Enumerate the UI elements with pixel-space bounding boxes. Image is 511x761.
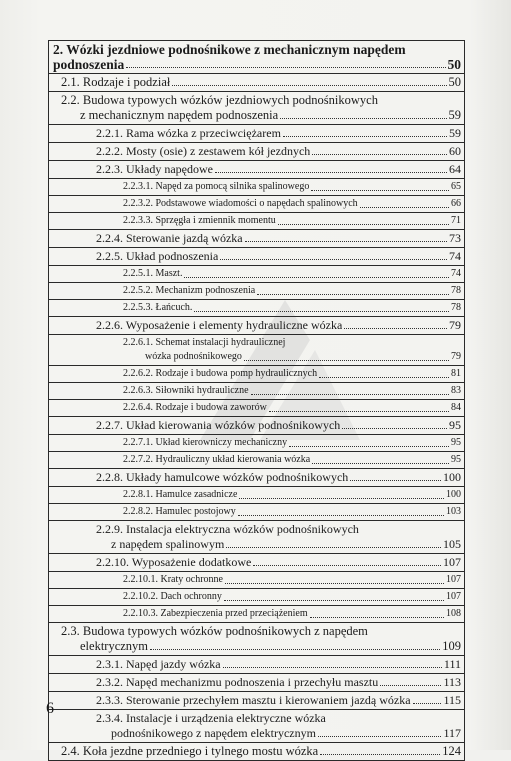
dot-leader (239, 498, 444, 499)
toc-entry-page: 103 (446, 506, 461, 517)
toc-entry-title: 2.2.7.2. Hydrauliczny układ kierowania wózka (123, 454, 311, 465)
toc-entry-title-line2: wózka podnośnikowego (145, 351, 242, 362)
toc-entry-page: 84 (451, 402, 461, 413)
toc-entry-page: 113 (443, 675, 461, 689)
toc-entry (48, 213, 465, 230)
toc-entry (48, 417, 465, 435)
toc-entry-title: 2.2.8. Układy hamulcowe wózków podnośnikowych (96, 470, 349, 484)
toc-entry-page: 115 (443, 693, 461, 707)
toc-entry-title: 2.2.6.4. Rodzaje i budowa zaworów (123, 402, 267, 413)
toc-entry-title: 2.2.5.3. Łańcuch. (123, 302, 193, 313)
toc-entry (48, 179, 465, 196)
toc-entry-page: 74 (449, 249, 461, 263)
toc-entry (48, 743, 465, 761)
toc-entry (48, 125, 465, 143)
toc-entry-title: 2.2. Budowa typowych wózków jezdniowych podnośnikowych (61, 93, 378, 107)
left-frame-line (48, 40, 49, 761)
dot-leader (172, 85, 446, 86)
toc-entry-title: 2.2.10.2. Dach ochronny (123, 591, 222, 602)
toc-entry (48, 589, 465, 606)
toc-entry-title-line2: z mechanicznym napędem podnoszenia (80, 108, 279, 122)
toc-entry-page: 81 (451, 368, 461, 379)
dot-leader (380, 685, 441, 686)
toc-entry-title: 2.2.6.1. Schemat instalacji hydraulicznej (123, 337, 286, 348)
toc-entry-continuation (96, 726, 461, 741)
toc-entry-page: 74 (451, 268, 461, 279)
toc-entry-title: 2.2.8.2. Hamulec postojowy (123, 506, 236, 517)
dot-leader (280, 118, 446, 119)
toc-entry-title: 2.2.5. Układ podnoszenia (96, 249, 219, 263)
toc-entry (48, 572, 465, 589)
toc-entry-page: 83 (451, 385, 461, 396)
toc-entry-title: 2.4. Koła jezdne przedniego i tylnego mostu wózka (61, 744, 319, 758)
dot-leader (257, 294, 449, 295)
toc-entry-page: 71 (451, 215, 461, 226)
toc-entry-title: 2.2.3.2. Podstawowe wiadomości o napędach spalinowych (123, 198, 358, 209)
toc-entry (48, 300, 465, 317)
dot-leader (238, 515, 444, 516)
dot-leader (289, 446, 449, 447)
toc-entry (48, 521, 465, 554)
toc-entry-title: 2.2.10. Wyposażenie dodatkowe (96, 555, 252, 569)
toc-entry-page: 109 (442, 639, 461, 653)
toc-entry-title: 2.2.8.1. Hamulce zasadnicze (123, 489, 238, 500)
toc-entry (48, 335, 465, 366)
toc-entry-page: 124 (442, 744, 461, 758)
toc-entry-page: 78 (451, 302, 461, 313)
toc-entry-title: 2.3.1. Napęd jazdy wózka (96, 657, 221, 671)
dot-leader (360, 207, 449, 208)
dot-leader (220, 259, 447, 260)
toc-entry-title: 2.2.2. Mosty (osie) z zestawem kół jezdnych (96, 144, 311, 158)
toc-entry-title: 2.2.5.2. Mechanizm podnoszenia (123, 285, 256, 296)
toc-entry-title: 2.2.3.1. Napęd za pomocą silnika spalinowego (123, 181, 310, 192)
toc-entry-continuation (123, 350, 461, 364)
page-number: 6 (46, 700, 54, 717)
toc-entry (48, 435, 465, 452)
toc-entry-title: 2.2.3. Układy napędowe (96, 162, 213, 176)
toc-entry-page: 66 (451, 198, 461, 209)
toc-entry-title: 2.2.6.2. Rodzaje i budowa pomp hydraulicznych (123, 368, 318, 379)
dot-leader (312, 154, 447, 155)
toc-entry (48, 366, 465, 383)
dot-leader (244, 360, 449, 361)
toc-entry-title: 2.2.1. Rama wózka z przeciwciężarem (96, 126, 281, 140)
toc-entry (48, 692, 465, 710)
dot-leader (215, 172, 447, 173)
toc-entry-page: 59 (448, 108, 461, 122)
toc-entry-title: 2.2.7.1. Układ kierowniczy mechaniczny (123, 437, 288, 448)
toc-entry-title: 2.3. Budowa typowych wózków podnośnikowych z napędem (61, 624, 368, 638)
dot-leader (269, 411, 449, 412)
dot-leader (342, 428, 447, 429)
toc-entry-page: 105 (443, 537, 461, 551)
dot-leader (225, 583, 444, 584)
toc-entry-title-line2: z napędem spalinowym (111, 537, 225, 551)
dot-leader (319, 377, 449, 378)
dot-leader (350, 480, 441, 481)
dot-leader (283, 136, 447, 137)
toc-entry (48, 383, 465, 400)
toc-entry (48, 674, 465, 692)
toc-entry (48, 504, 465, 521)
toc-entry (48, 196, 465, 213)
dot-leader (311, 190, 449, 191)
toc-entry (48, 161, 465, 179)
dot-leader (312, 463, 449, 464)
toc-entry-page: 79 (451, 351, 461, 362)
toc-entry (48, 40, 465, 74)
dot-leader (251, 394, 449, 395)
toc-entry-page: 107 (443, 555, 461, 569)
dot-leader (320, 754, 440, 755)
toc-entry-title: 2. Wózki jezdniowe podnośnikowe z mechanicznym napędem (53, 42, 406, 57)
toc-entry-page: 117 (443, 726, 461, 740)
toc-entry-continuation (61, 108, 461, 123)
toc-entry-page: 100 (446, 489, 461, 500)
toc-entry-title: 2.2.6.3. Siłowniki hydrauliczne (123, 385, 249, 396)
dot-leader (150, 649, 440, 650)
dot-leader (344, 328, 447, 329)
dot-leader (184, 277, 449, 278)
toc-entry-title-line2: elektrycznym (80, 639, 149, 653)
toc-entry-page: 95 (451, 437, 461, 448)
toc-entry-title: 2.2.6. Wyposażenie i elementy hydrauliczne wózka (96, 318, 343, 332)
toc-entry (48, 248, 465, 266)
dot-leader (194, 311, 449, 312)
toc-entry-title-line2: podnośnikowego z napędem elektrycznym (111, 726, 316, 740)
toc-entry-title: 2.2.4. Sterowanie jazdą wózka (96, 231, 243, 245)
toc-entry-page: 50 (448, 75, 461, 89)
dot-leader (253, 565, 441, 566)
toc-entry-page: 78 (451, 285, 461, 296)
toc-entry-title-line2: podnoszenia (53, 57, 125, 72)
toc-entry (48, 623, 465, 656)
toc-entry-page: 100 (443, 470, 461, 484)
table-of-contents (48, 40, 465, 761)
toc-entry (48, 317, 465, 335)
toc-entry-page: 64 (449, 162, 461, 176)
toc-entry-title: 2.2.10.3. Zabezpieczenia przed przeciążeniem (123, 608, 308, 619)
dot-leader (310, 617, 444, 618)
dot-leader (224, 600, 444, 601)
right-frame-line (464, 40, 465, 761)
toc-entry-page: 111 (443, 657, 461, 671)
toc-entry-title: 2.2.5.1. Maszt. (123, 268, 183, 279)
toc-entry-title: 2.2.10.1. Kraty ochronne (123, 574, 223, 585)
dot-leader (245, 241, 447, 242)
toc-entry-title: 2.1. Rodzaje i podział (61, 75, 171, 89)
toc-entry-page: 73 (449, 231, 461, 245)
toc-entry (48, 74, 465, 92)
toc-entry (48, 554, 465, 572)
toc-entry-continuation (61, 639, 461, 654)
toc-entry (48, 92, 465, 125)
toc-entry (48, 710, 465, 743)
toc-entry-page: 95 (451, 454, 461, 465)
dot-leader (413, 703, 442, 704)
toc-entry-page: 50 (447, 57, 461, 72)
toc-entry-continuation (96, 537, 461, 552)
toc-entry (48, 656, 465, 674)
dot-leader (278, 224, 449, 225)
toc-entry-continuation (53, 57, 461, 72)
toc-entry (48, 400, 465, 417)
toc-entry (48, 469, 465, 487)
toc-entry (48, 230, 465, 248)
toc-entry-page: 60 (449, 144, 461, 158)
toc-entry-page: 107 (446, 591, 461, 602)
toc-entry-title: 2.2.3.3. Sprzęgła i zmiennik momentu (123, 215, 276, 226)
toc-entry (48, 487, 465, 504)
dot-leader (226, 547, 441, 548)
dot-leader (318, 736, 442, 737)
toc-entry-title: 2.3.2. Napęd mechanizmu podnoszenia i przechyłu masztu (96, 675, 379, 689)
dot-leader (126, 67, 445, 68)
toc-entry (48, 452, 465, 469)
toc-entry-page: 107 (446, 574, 461, 585)
toc-entry-page: 95 (449, 418, 461, 432)
toc-entry-title: 2.2.7. Układ kierowania wózków podnośnikowych (96, 418, 341, 432)
dot-leader (223, 667, 442, 668)
toc-entry-page: 65 (451, 181, 461, 192)
toc-entry-page: 59 (449, 126, 461, 140)
toc-entry-page: 79 (449, 318, 461, 332)
toc-entry-title: 2.3.4. Instalacje i urządzenia elektryczne wózka (96, 711, 326, 725)
toc-entry (48, 283, 465, 300)
toc-entry (48, 143, 465, 161)
toc-entry-page: 108 (446, 608, 461, 619)
toc-entry-title: 2.3.3. Sterowanie przechyłem masztu i kierowaniem jazdą wózka (96, 693, 411, 707)
toc-entry-title: 2.2.9. Instalacja elektryczna wózków podnośnikowych (96, 522, 359, 536)
toc-entry (48, 606, 465, 623)
toc-entry (48, 266, 465, 283)
